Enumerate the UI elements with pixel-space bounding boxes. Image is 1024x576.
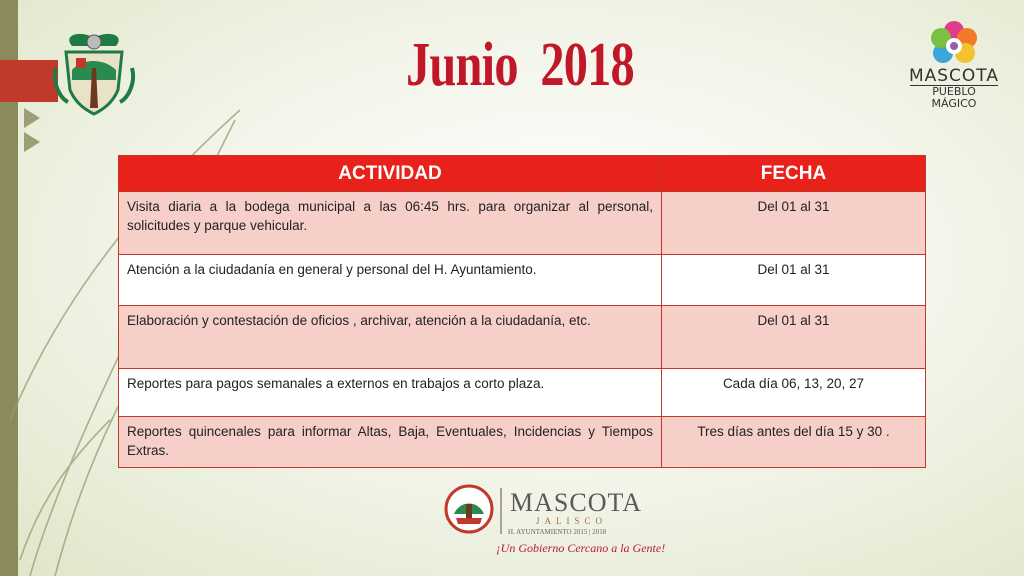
state-name: JALISCO: [536, 516, 608, 526]
activity-cell: Atención a la ciudadanía en general y personal del H. Ayuntamiento.: [119, 255, 662, 306]
brand-name: MASCOTA: [908, 66, 1000, 86]
municipal-crest: [52, 28, 136, 118]
municipality-name: MASCOTA: [510, 488, 643, 517]
date-cell: Del 01 al 31: [662, 306, 926, 369]
date-cell: Tres días antes del día 15 y 30 .: [662, 417, 926, 468]
page-title: Junio 2018: [406, 31, 634, 99]
government-period: H. AYUNTAMIENTO 2015 | 2018: [508, 528, 607, 536]
activity-cell: Elaboración y contestación de oficios , archivar, atención a la ciudadanía, etc.: [119, 306, 662, 369]
table-row: [119, 192, 926, 255]
table-row: [119, 255, 926, 306]
brand-subtitle: PUEBLO MÁGICO: [910, 85, 998, 110]
activities-table: [118, 155, 926, 468]
red-accent-tab: [0, 60, 58, 102]
crest-icon: [52, 28, 136, 118]
flower-logo-icon: [925, 18, 983, 68]
logo-divider: [500, 488, 502, 534]
activity-cell: Visita diaria a la bodega municipal a las 06:45 hrs. para organizar al personal, solicitudes y parque vehicular.: [119, 192, 662, 255]
activity-cell: Reportes para pagos semanales a externos en trabajos a corto plaza.: [119, 369, 662, 417]
ayuntamiento-logo: [444, 484, 666, 564]
table-header-row: [119, 156, 926, 192]
slogan: ¡Un Gobierno Cercano a la Gente!: [496, 541, 666, 555]
column-header-date: FECHA: [662, 156, 926, 192]
column-header-activity: ACTIVIDAD: [119, 156, 662, 192]
seal-icon: [444, 484, 494, 534]
activity-cell: Reportes quincenales para informar Altas, Baja, Eventuales, Incidencias y Tiempos Extras.: [119, 417, 662, 468]
date-cell: Del 01 al 31: [662, 255, 926, 306]
table-row: [119, 369, 926, 417]
date-cell: Cada día 06, 13, 20, 27: [662, 369, 926, 417]
date-cell: Del 01 al 31: [662, 192, 926, 255]
table-row: [119, 306, 926, 369]
table-row: [119, 417, 926, 468]
pueblo-magico-logo: [906, 18, 1002, 110]
